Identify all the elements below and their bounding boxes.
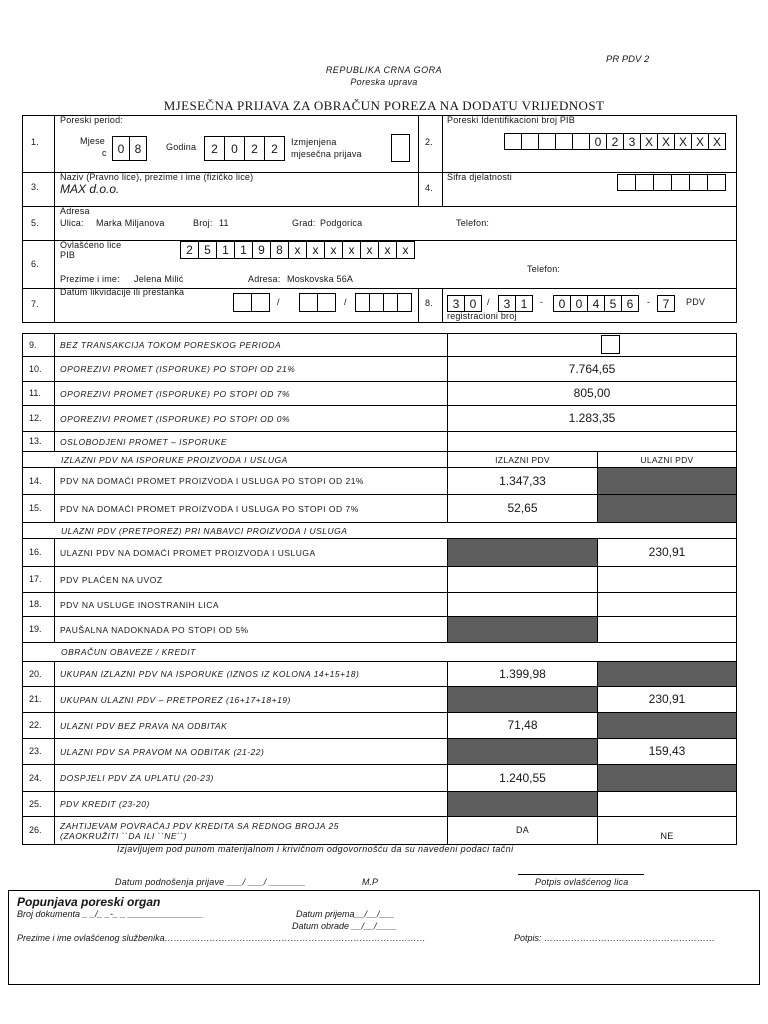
no-transactions-checkbox	[601, 335, 620, 354]
vat-reg-digit-box: 3	[447, 295, 465, 312]
vat-reg-digit-box: 4	[587, 295, 605, 312]
pib-digit-box: 3	[623, 133, 641, 150]
row-19	[23, 617, 737, 643]
row-label	[55, 817, 448, 845]
authorized-pib-digit-box: x	[360, 241, 379, 259]
liquidation-month-boxes	[299, 293, 336, 312]
refund-no-option: NE	[598, 817, 737, 845]
row-24	[23, 765, 737, 792]
row-label: ULAZNI PDV SA PRAVOM NA ODBITAK (21-22)	[55, 739, 448, 765]
pib-digit-box: X	[657, 133, 675, 150]
street-value: Marka Miljanova	[96, 218, 165, 228]
amended-label: Izmjenjena	[291, 137, 337, 147]
year-digit-box: 2	[204, 136, 225, 161]
row-number: 23.	[23, 739, 55, 765]
row-label: PDV NA DOMAĆI PROMET PROIZVODA I USLUGA PO STOPI OD 21%	[55, 468, 448, 495]
pib-digit-box: 0	[589, 133, 607, 150]
shaded-cell	[448, 539, 598, 567]
row-14	[23, 468, 737, 495]
authorized-pib-digit-box: 2	[180, 241, 199, 259]
pib-digit-box	[538, 133, 556, 150]
output-vat-value	[448, 593, 598, 617]
activity-digit-box	[689, 174, 708, 191]
activity-digit-box	[653, 174, 672, 191]
declaration-text: Izjavljujem pod punom materijalnom i krivičnom odgovornošću da su navedeni podaci tačni	[117, 844, 514, 854]
city-value: Podgorica	[320, 218, 363, 228]
row-number: 15.	[23, 495, 55, 523]
shaded-cell	[448, 792, 598, 817]
authorized-pib-label: PIB	[60, 250, 76, 260]
phone-label: Telefon:	[456, 218, 490, 228]
output-vat-value: 71,48	[448, 713, 598, 739]
row-label: DOSPJELI PDV ZA UPLATU (20-23)	[55, 765, 448, 792]
street-number-value: 11	[219, 218, 229, 228]
shaded-cell	[598, 662, 737, 687]
shaded-cell	[448, 617, 598, 643]
row-20	[23, 662, 737, 687]
shaded-cell	[448, 739, 598, 765]
officer-name-field: Prezime i ime ovlašćenog službenika……………………………………………………………………………	[17, 933, 426, 943]
output-vat-value: 1.240,55	[448, 765, 598, 792]
authorized-pib-digit-box: 9	[252, 241, 271, 259]
activity-code-boxes	[617, 174, 726, 191]
date-digit-box	[397, 293, 412, 312]
signature-line	[518, 874, 644, 875]
authority-name: Poreska uprava	[350, 77, 418, 87]
row-label: PDV PLAĆEN NA UVOZ	[55, 567, 448, 593]
activity-digit-box	[671, 174, 690, 191]
input-vat-value	[598, 617, 737, 643]
pib-digit-box: 2	[606, 133, 624, 150]
section-header-label: IZLAZNI PDV NA ISPORUKE PROIZVODA I USLUGA	[23, 452, 448, 468]
row-label: PDV NA DOMAĆI PROMET PROIZVODA I USLUGA PO STOPI OD 7%	[55, 495, 448, 523]
stamp-label: M.P	[362, 877, 379, 887]
submission-date-label: Datum podnošenja prijave ___/ ___/ _______	[115, 877, 306, 887]
vat-reg-part1-boxes	[447, 295, 482, 312]
row-number: 7.	[31, 299, 39, 309]
value-cell	[448, 334, 737, 357]
pib-boxes	[504, 133, 726, 150]
street-number-label: Broj:	[193, 218, 213, 228]
refund-request-instruction: (ZAOKRUŽITI ``DA ILI ``NE``)	[60, 830, 188, 841]
section-header-calculation	[23, 643, 737, 662]
row-10	[23, 357, 737, 382]
taxpayer-name-value: MAX d.o.o.	[60, 182, 120, 196]
row-label: PAUŠALNA NADOKNADA PO STOPI OD 5%	[55, 617, 448, 643]
pib-digit-box: X	[674, 133, 692, 150]
row-number: 19.	[23, 617, 55, 643]
pib-digit-box: X	[640, 133, 658, 150]
row-number: 5.	[31, 218, 39, 228]
date-digit-box	[233, 293, 252, 312]
authorized-pib-digit-box: x	[342, 241, 361, 259]
row-label: PDV KREDIT (23-20)	[55, 792, 448, 817]
month-label-wrap: c	[102, 148, 107, 158]
section-header-input-vat	[23, 523, 737, 539]
row-number: 1.	[31, 137, 39, 147]
form-code: PR PDV 2	[606, 54, 650, 65]
tax-period-label: Poreski period:	[60, 115, 124, 125]
vat-reg-digit-box: 6	[621, 295, 639, 312]
output-vat-value: 1.347,33	[448, 468, 598, 495]
row-label: ULAZNI PDV NA DOMAĆI PROMET PROIZVODA I USLUGA	[55, 539, 448, 567]
authorized-address-value: Moskovska 56A	[287, 274, 354, 284]
year-boxes	[204, 136, 285, 161]
year-digit-box: 0	[224, 136, 245, 161]
month-digit-box: 8	[129, 136, 147, 161]
row-number: 18.	[23, 593, 55, 617]
authorized-pib-boxes	[180, 241, 415, 259]
pib-label: Poreski Identifikacioni broj PIB	[447, 115, 575, 125]
row-number: 24.	[23, 765, 55, 792]
vat-reg-part3-boxes	[553, 295, 639, 312]
row-26	[23, 817, 737, 845]
pib-digit-box: X	[708, 133, 726, 150]
liquidation-year-boxes	[355, 293, 412, 312]
vat-reg-digit-box: 0	[464, 295, 482, 312]
date-digit-box	[251, 293, 270, 312]
row-number: 2.	[425, 137, 433, 147]
taxpayer-name-label: Naziv (Pravno lice), prezime i ime (fizičko lice)	[60, 172, 254, 182]
date-digit-box	[383, 293, 398, 312]
date-digit-box	[317, 293, 336, 312]
refund-request-label: ZAHTIJEVAM POVRAĆAJ PDV KREDITA SA REDNOG BROJA 25	[60, 820, 339, 831]
shaded-cell	[598, 765, 737, 792]
value-cell: 1.283,35	[448, 406, 737, 432]
street-label: Ulica:	[60, 218, 84, 228]
row-number: 6.	[31, 259, 39, 269]
vat-reg-digit-box: 0	[570, 295, 588, 312]
vat-reg-digit-box: 1	[515, 295, 533, 312]
vat-reg-separator: -	[647, 297, 651, 307]
activity-digit-box	[635, 174, 654, 191]
month-label: Mjese	[80, 136, 106, 146]
signature-label: Potpis ovlašćenog lica	[535, 877, 629, 887]
input-vat-value	[598, 792, 737, 817]
value-cell	[448, 432, 737, 452]
activity-code-label: Šifra djelatnosti	[447, 172, 512, 182]
pib-digit-box: X	[691, 133, 709, 150]
authorized-name-value: Jelena Milić	[134, 274, 184, 284]
date-separator: /	[277, 297, 280, 307]
row-number: 26.	[23, 817, 55, 845]
row-21	[23, 687, 737, 713]
row-label: BEZ TRANSAKCIJA TOKOM PORESKOG PERIODA	[55, 334, 448, 357]
row-number: 14.	[23, 468, 55, 495]
value-cell: 7.764,65	[448, 357, 737, 382]
authorized-pib-digit-box: 1	[216, 241, 235, 259]
row-number: 20.	[23, 662, 55, 687]
output-vat-value: 1.399,98	[448, 662, 598, 687]
liquidation-date-label: Datum likvidacije ili prestanka	[60, 287, 185, 297]
vat-reg-label: registracioni broj	[447, 311, 517, 321]
row-number: 10.	[23, 357, 55, 382]
date-digit-box	[299, 293, 318, 312]
row-number: 16.	[23, 539, 55, 567]
vat-reg-suffix: PDV	[686, 297, 706, 307]
output-vat-value	[448, 567, 598, 593]
received-date-field: Datum prijema__/__/___	[296, 909, 395, 919]
city-label: Grad:	[292, 218, 316, 228]
input-vat-value	[598, 567, 737, 593]
authorized-pib-digit-box: 1	[234, 241, 253, 259]
activity-digit-box	[617, 174, 636, 191]
authorized-pib-digit-box: 5	[198, 241, 217, 259]
shaded-cell	[598, 468, 737, 495]
vat-reg-separator: -	[540, 297, 544, 307]
row-label: UKUPAN ULAZNI PDV – PRETPOREZ (16+17+18+19)	[55, 687, 448, 713]
year-digit-box: 2	[264, 136, 285, 161]
row-11	[23, 382, 737, 406]
section-header-label: ULAZNI PDV (PRETPOREZ) PRI NABAVCI PROIZVODA I USLUGA	[23, 523, 737, 539]
country-name: REPUBLIKA CRNA GORA	[325, 65, 443, 75]
officer-signature-field: Potpis: …………………………………………………	[514, 933, 716, 943]
authorized-pib-digit-box: x	[378, 241, 397, 259]
shaded-cell	[448, 687, 598, 713]
row-label: OPOREZIVI PROMET (ISPORUKE) PO STOPI OD 0%	[55, 406, 448, 432]
row-number: 13.	[23, 432, 55, 452]
row-22	[23, 713, 737, 739]
row-15	[23, 495, 737, 523]
year-label: Godina	[166, 142, 197, 152]
input-vat-value	[598, 593, 737, 617]
row-number: 11.	[23, 382, 55, 406]
year-digit-box: 2	[244, 136, 265, 161]
vat-calculation-table	[22, 333, 737, 845]
column-header-output-vat: IZLAZNI PDV	[448, 452, 598, 468]
row-16	[23, 539, 737, 567]
row-label: OPOREZIVI PROMET (ISPORUKE) PO STOPI OD 7%	[55, 382, 448, 406]
pib-digit-box	[555, 133, 573, 150]
row-number: 25.	[23, 792, 55, 817]
row-number: 12.	[23, 406, 55, 432]
row-number: 22.	[23, 713, 55, 739]
row-label: PDV NA USLUGE INOSTRANIH LICA	[55, 593, 448, 617]
value-cell: 805,00	[448, 382, 737, 406]
authorized-pib-digit-box: x	[288, 241, 307, 259]
pib-digit-box	[521, 133, 539, 150]
activity-digit-box	[707, 174, 726, 191]
row-label: OSLOBODJENI PROMET – ISPORUKE	[55, 432, 448, 452]
row-17	[23, 567, 737, 593]
row-12	[23, 406, 737, 432]
vat-reg-digit-box: 5	[604, 295, 622, 312]
vat-reg-separator: /	[487, 297, 490, 307]
row-13	[23, 432, 737, 452]
tax-office-title: Popunjava poreski organ	[17, 895, 161, 909]
date-digit-box	[355, 293, 370, 312]
month-boxes	[112, 136, 147, 161]
row-25	[23, 792, 737, 817]
row-number: 9.	[23, 334, 55, 357]
authorized-name-label: Prezime i ime:	[60, 274, 120, 284]
row-label: UKUPAN IZLAZNI PDV NA ISPORUKE (IZNOS IZ KOLONA 14+15+18)	[55, 662, 448, 687]
authorized-pib-digit-box: x	[396, 241, 415, 259]
shaded-cell	[598, 495, 737, 523]
vat-reg-digit-box: 3	[498, 295, 516, 312]
amended-checkbox	[391, 134, 410, 162]
vat-reg-part4-boxes	[657, 295, 675, 312]
row-number: 3.	[31, 182, 39, 192]
row-label: OPOREZIVI PROMET (ISPORUKE) PO STOPI OD 21%	[55, 357, 448, 382]
vat-reg-part2-boxes	[498, 295, 533, 312]
pib-digit-box	[572, 133, 590, 150]
authorized-person-label: Ovlašćeno lice	[60, 240, 122, 250]
row-number: 8.	[425, 298, 433, 308]
pib-digit-box	[504, 133, 522, 150]
amended-label-line2: mjesečna prijava	[291, 149, 362, 159]
shaded-cell	[598, 713, 737, 739]
address-label: Adresa	[60, 206, 90, 216]
document-number-field: Broj dokumenta _ _/_ _-_ _ _______________	[17, 909, 204, 919]
column-header-input-vat: ULAZNI PDV	[598, 452, 737, 468]
output-vat-value: 52,65	[448, 495, 598, 523]
month-digit-box: 0	[112, 136, 130, 161]
input-vat-value: 230,91	[598, 539, 737, 567]
authorized-pib-digit-box: x	[306, 241, 325, 259]
row-number: 21.	[23, 687, 55, 713]
authorized-phone-label: Telefon:	[527, 264, 561, 274]
authorized-pib-digit-box: x	[324, 241, 343, 259]
row-label: ULAZNI PDV BEZ PRAVA NA ODBITAK	[55, 713, 448, 739]
row-number: 17.	[23, 567, 55, 593]
form-title: MJESEČNA PRIJAVA ZA OBRAČUN POREZA NA DODATU VRIJEDNOST	[163, 98, 605, 113]
date-separator: /	[344, 297, 347, 307]
vat-reg-digit-box: 0	[553, 295, 571, 312]
input-vat-value: 230,91	[598, 687, 737, 713]
refund-yes-option: DA	[448, 817, 598, 845]
authorized-pib-digit-box: 8	[270, 241, 289, 259]
row-23	[23, 739, 737, 765]
section-header-output-vat	[23, 452, 737, 468]
liquidation-day-boxes	[233, 293, 270, 312]
date-digit-box	[369, 293, 384, 312]
row-18	[23, 593, 737, 617]
input-vat-value: 159,43	[598, 739, 737, 765]
row-number: 4.	[425, 183, 433, 193]
section-header-label: OBRAČUN OBAVEZE / KREDIT	[23, 643, 737, 662]
authorized-address-label: Adresa:	[248, 274, 281, 284]
processed-date-field: Datum obrade __/__/____	[292, 921, 397, 931]
row-9	[23, 334, 737, 357]
vat-reg-digit-box: 7	[657, 295, 675, 312]
